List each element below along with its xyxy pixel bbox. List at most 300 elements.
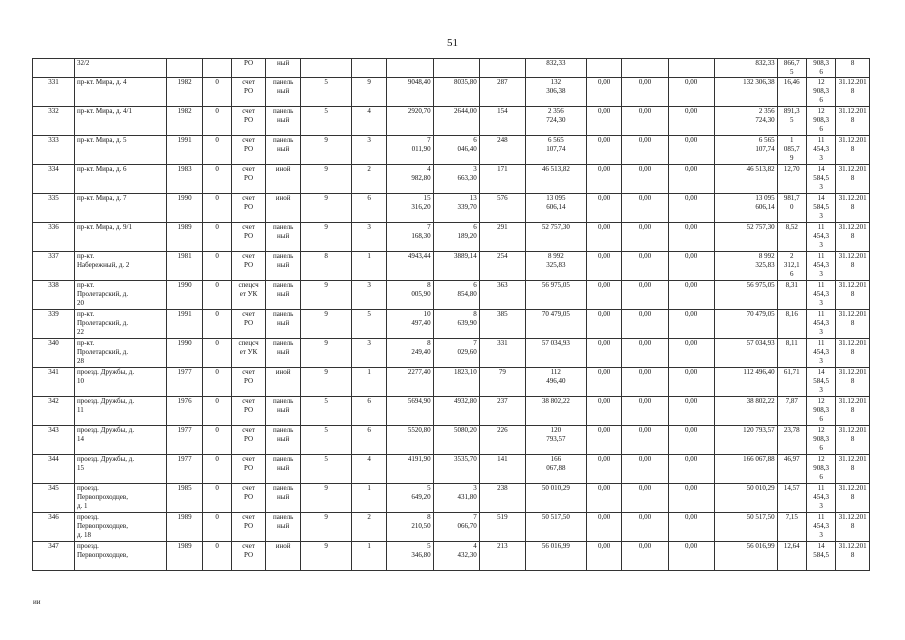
table-cell: 0,00 — [668, 397, 714, 426]
table-cell: 46,97 — [777, 455, 806, 484]
table-cell: 9 — [301, 310, 351, 339]
table-cell: 3 — [351, 136, 387, 165]
table-cell: 0,00 — [586, 252, 622, 281]
table-cell: 0,00 — [668, 78, 714, 107]
table-cell: 56 975,05 — [525, 281, 586, 310]
table-cell: 0,00 — [586, 281, 622, 310]
table-cell: 338 — [33, 281, 75, 310]
table-cell: 0,00 — [586, 310, 622, 339]
table-body — [33, 59, 870, 571]
table-cell: 9 — [301, 368, 351, 397]
table-cell: 0,00 — [586, 513, 622, 542]
table-cell: 363 — [479, 281, 525, 310]
table-cell: счет РО — [232, 368, 266, 397]
table-cell: 0,00 — [668, 194, 714, 223]
table-cell: 166 067,88 — [525, 455, 586, 484]
table-cell: 6 — [351, 397, 387, 426]
table-cell: 0 — [202, 281, 231, 310]
table-cell: 8 249,40 — [387, 339, 433, 368]
table-cell: 38 802,22 — [525, 397, 586, 426]
table-cell: 333 — [33, 136, 75, 165]
table-row — [33, 194, 870, 223]
table-cell: 0 — [202, 310, 231, 339]
table-cell: 0,00 — [622, 194, 668, 223]
table-cell: 226 — [479, 426, 525, 455]
table-cell: 7,15 — [777, 513, 806, 542]
table-cell: 6 — [351, 194, 387, 223]
table-cell: 38 802,22 — [714, 397, 777, 426]
table-cell: 7 168,30 — [387, 223, 433, 252]
table-cell: спецсч ет УК — [232, 281, 266, 310]
table-cell: 0,00 — [622, 78, 668, 107]
table-cell: 8 992 325,83 — [525, 252, 586, 281]
table-cell: 0,00 — [586, 368, 622, 397]
table-cell: 1982 — [167, 78, 203, 107]
table-cell: 0,00 — [586, 107, 622, 136]
table-cell — [479, 59, 525, 78]
table-cell: пр-кт. Мира, д. 5 — [74, 136, 166, 165]
table-cell — [433, 59, 479, 78]
table-cell: 31.12.201 8 — [836, 107, 870, 136]
table-cell: 335 — [33, 194, 75, 223]
table-cell — [301, 59, 351, 78]
table-cell: 31.12.201 8 — [836, 368, 870, 397]
table-cell: счет РО — [232, 252, 266, 281]
table-cell: 0,00 — [622, 136, 668, 165]
table-cell: проезд. Первопроходцев, д. 1 — [74, 484, 166, 513]
table-cell: панель ный — [265, 281, 301, 310]
table-cell: 166 067,88 — [714, 455, 777, 484]
table-cell: 213 — [479, 542, 525, 571]
table-cell: 4191,90 — [387, 455, 433, 484]
table-cell: 3889,14 — [433, 252, 479, 281]
table-cell: РО — [232, 59, 266, 78]
table-cell: иной — [265, 542, 301, 571]
table-cell: счет РО — [232, 194, 266, 223]
table-cell: 4932,80 — [433, 397, 479, 426]
table-cell: 154 — [479, 107, 525, 136]
table-cell: 31.12.201 8 — [836, 339, 870, 368]
footer-mark: ии — [33, 598, 41, 606]
table-cell: 0,00 — [586, 455, 622, 484]
table-row — [33, 484, 870, 513]
table-cell: 13 339,70 — [433, 194, 479, 223]
table-cell: 4 — [351, 107, 387, 136]
table-cell: 248 — [479, 136, 525, 165]
table-cell: 237 — [479, 397, 525, 426]
table-cell: 0,00 — [668, 107, 714, 136]
table-cell: 11 454,3 3 — [806, 281, 835, 310]
table-cell: 70 479,05 — [525, 310, 586, 339]
table-row — [33, 513, 870, 542]
table-row — [33, 223, 870, 252]
table-cell: 14 584,5 3 — [806, 368, 835, 397]
table-cell: 4 — [351, 455, 387, 484]
table-cell: проезд. Дружбы, д. 14 — [74, 426, 166, 455]
table-cell: счет РО — [232, 136, 266, 165]
table-cell: 0,00 — [586, 426, 622, 455]
table-cell: 5 649,20 — [387, 484, 433, 513]
table-cell: 332 — [33, 107, 75, 136]
table-cell: 31.12.201 8 — [836, 310, 870, 339]
table-cell: 5694,90 — [387, 397, 433, 426]
table-cell: счет РО — [232, 223, 266, 252]
table-cell: 0,00 — [668, 281, 714, 310]
table-cell — [167, 59, 203, 78]
table-cell: пр-кт. Мира, д. 4 — [74, 78, 166, 107]
table-cell: 238 — [479, 484, 525, 513]
table-cell: 32/2 — [74, 59, 166, 78]
table-cell: счет РО — [232, 397, 266, 426]
table-cell: 3 — [351, 339, 387, 368]
table-cell: 5 — [301, 107, 351, 136]
table-cell: 4943,44 — [387, 252, 433, 281]
table-cell: 6 189,20 — [433, 223, 479, 252]
housing-table — [32, 58, 870, 571]
table-cell: 0,00 — [622, 455, 668, 484]
table-cell: 79 — [479, 368, 525, 397]
table-cell: проезд. Дружбы, д. 15 — [74, 455, 166, 484]
table-cell: панель ный — [265, 339, 301, 368]
table-row — [33, 426, 870, 455]
table-row — [33, 78, 870, 107]
table-cell: 0 — [202, 136, 231, 165]
table-row — [33, 59, 870, 78]
table-cell: панель ный — [265, 136, 301, 165]
table-cell: 832,33 — [525, 59, 586, 78]
table-cell: 5 346,80 — [387, 542, 433, 571]
table-cell: панель ный — [265, 310, 301, 339]
table-cell: 11 454,3 3 — [806, 136, 835, 165]
table-cell: 2 — [351, 513, 387, 542]
table-cell: панель ный — [265, 78, 301, 107]
table-cell: 31.12.201 8 — [836, 397, 870, 426]
table-cell: 0,00 — [586, 136, 622, 165]
table-cell — [33, 59, 75, 78]
table-cell: 0,00 — [586, 542, 622, 571]
table-cell: 1 — [351, 368, 387, 397]
table-cell: 31.12.201 8 — [836, 165, 870, 194]
table-cell: 1990 — [167, 339, 203, 368]
table-cell: 347 — [33, 542, 75, 571]
table-cell: 5080,20 — [433, 426, 479, 455]
table-cell: пр-кт. Пролетарский, д. 22 — [74, 310, 166, 339]
table-cell: 341 — [33, 368, 75, 397]
table-cell: 13 095 606,14 — [525, 194, 586, 223]
table-cell: 50 010,29 — [525, 484, 586, 513]
table-cell: 8 — [301, 252, 351, 281]
table-cell: 14 584,5 3 — [806, 165, 835, 194]
table-cell: 8,31 — [777, 281, 806, 310]
table-cell: 9 — [301, 194, 351, 223]
table-cell: счет РО — [232, 310, 266, 339]
table-row — [33, 397, 870, 426]
table-cell: 9 — [301, 484, 351, 513]
table-cell: иной — [265, 165, 301, 194]
table-cell: 0,00 — [668, 455, 714, 484]
table-cell: пр-кт. Пролетарский, д. 28 — [74, 339, 166, 368]
table-cell: 0,00 — [586, 339, 622, 368]
table-cell: пр-кт. Пролетарский, д. 20 — [74, 281, 166, 310]
table-cell: 0,00 — [622, 339, 668, 368]
table-cell: 291 — [479, 223, 525, 252]
table-cell: пр-кт. Мира, д. 7 — [74, 194, 166, 223]
table-cell: пр-кт. Мира, д. 4/1 — [74, 107, 166, 136]
table-cell: 0 — [202, 484, 231, 513]
table-cell: 0,00 — [586, 78, 622, 107]
table-cell: 7 011,90 — [387, 136, 433, 165]
table-cell: 0 — [202, 194, 231, 223]
table-cell: 1990 — [167, 194, 203, 223]
table-cell: 2 312,1 6 — [777, 252, 806, 281]
table-cell: 46 513,82 — [525, 165, 586, 194]
table-cell: 7,87 — [777, 397, 806, 426]
table-cell: 6 854,80 — [433, 281, 479, 310]
table-cell: 0,00 — [668, 223, 714, 252]
table-cell: 56 975,05 — [714, 281, 777, 310]
table-cell: 11 454,3 3 — [806, 252, 835, 281]
table-cell: 3 — [351, 281, 387, 310]
table-cell: 0,00 — [586, 397, 622, 426]
table-row — [33, 107, 870, 136]
table-cell: 11 454,3 3 — [806, 223, 835, 252]
table-cell: панель ный — [265, 223, 301, 252]
table-cell: проезд. Первопроходцев, — [74, 542, 166, 571]
table-cell: 8035,80 — [433, 78, 479, 107]
table-cell: 31.12.201 8 — [836, 513, 870, 542]
table-cell: счет РО — [232, 484, 266, 513]
table-cell: 31.12.201 8 — [836, 542, 870, 571]
table-cell: 3535,70 — [433, 455, 479, 484]
table-cell: 57 034,93 — [714, 339, 777, 368]
table-cell: 8 005,90 — [387, 281, 433, 310]
table-cell: 1977 — [167, 426, 203, 455]
table-cell: 12,70 — [777, 165, 806, 194]
table-row — [33, 281, 870, 310]
table-cell: 2 — [351, 165, 387, 194]
table-cell: 5 — [301, 426, 351, 455]
table-cell — [668, 59, 714, 78]
table-cell: 0,00 — [668, 484, 714, 513]
table-cell: 7 029,60 — [433, 339, 479, 368]
table-cell: 0,00 — [668, 542, 714, 571]
table-cell: счет РО — [232, 513, 266, 542]
table-cell: 254 — [479, 252, 525, 281]
table-cell: 0,00 — [668, 165, 714, 194]
table-cell: 50 517,50 — [714, 513, 777, 542]
table-cell: 0,00 — [622, 252, 668, 281]
table-cell: 0,00 — [622, 397, 668, 426]
table-cell: 0 — [202, 426, 231, 455]
table-cell: 15 316,20 — [387, 194, 433, 223]
table-cell: счет РО — [232, 107, 266, 136]
table-cell: 331 — [479, 339, 525, 368]
table-cell: 334 — [33, 165, 75, 194]
table-cell: 1985 — [167, 484, 203, 513]
table-cell: 345 — [33, 484, 75, 513]
table-cell: 9 — [301, 542, 351, 571]
table-cell: 2 356 724,30 — [525, 107, 586, 136]
table-cell: 0 — [202, 513, 231, 542]
table-cell: 0 — [202, 223, 231, 252]
table-cell: 46 513,82 — [714, 165, 777, 194]
table-cell: 9 — [301, 165, 351, 194]
table-cell: 0,00 — [586, 484, 622, 513]
table-cell — [622, 59, 668, 78]
table-row — [33, 165, 870, 194]
table-cell: 31.12.201 8 — [836, 426, 870, 455]
table-cell: 1989 — [167, 513, 203, 542]
table-cell: 891,3 5 — [777, 107, 806, 136]
table-cell: 50 517,50 — [525, 513, 586, 542]
table-cell: 8 210,50 — [387, 513, 433, 542]
table-cell: 5 — [301, 455, 351, 484]
table-row — [33, 542, 870, 571]
table-cell: 1977 — [167, 455, 203, 484]
table-cell: 70 479,05 — [714, 310, 777, 339]
table-cell: 14 584,5 — [806, 542, 835, 571]
table-cell: счет РО — [232, 78, 266, 107]
table-cell: 0 — [202, 542, 231, 571]
table-cell: 31.12.201 8 — [836, 223, 870, 252]
table-cell: иной — [265, 368, 301, 397]
table-cell: 337 — [33, 252, 75, 281]
table-cell: 0,00 — [668, 252, 714, 281]
table-cell: 6 565 107,74 — [714, 136, 777, 165]
table-row — [33, 310, 870, 339]
table-cell: 0,00 — [622, 542, 668, 571]
table-cell: 8 — [836, 59, 870, 78]
table-cell: 576 — [479, 194, 525, 223]
table-cell: 0 — [202, 368, 231, 397]
table-cell: 9 — [301, 339, 351, 368]
table-cell: 0,00 — [586, 165, 622, 194]
table-cell: 344 — [33, 455, 75, 484]
table-cell: 1983 — [167, 165, 203, 194]
table-cell: 1 — [351, 252, 387, 281]
table-cell: 981,7 0 — [777, 194, 806, 223]
table-cell: 0 — [202, 107, 231, 136]
table-cell: 1991 — [167, 310, 203, 339]
table-cell: 3 — [351, 223, 387, 252]
table-cell: 3 431,80 — [433, 484, 479, 513]
table-cell: 31.12.201 8 — [836, 194, 870, 223]
table-cell: 339 — [33, 310, 75, 339]
table-cell: панель ный — [265, 513, 301, 542]
table-cell: 0,00 — [622, 484, 668, 513]
table-cell: 12 908,3 6 — [806, 397, 835, 426]
table-cell: 8,11 — [777, 339, 806, 368]
table-cell: 340 — [33, 339, 75, 368]
table-cell: пр-кт. Мира, д. 6 — [74, 165, 166, 194]
table-cell: 1989 — [167, 542, 203, 571]
table-cell: 0,00 — [586, 194, 622, 223]
table-cell: 4 982,80 — [387, 165, 433, 194]
table-cell: 23,78 — [777, 426, 806, 455]
table-cell: иной — [265, 194, 301, 223]
table-cell: 31.12.201 8 — [836, 252, 870, 281]
table-row — [33, 339, 870, 368]
table-cell: 336 — [33, 223, 75, 252]
table-cell: 5520,80 — [387, 426, 433, 455]
table-cell: 0,00 — [622, 107, 668, 136]
table-cell: 132 306,38 — [525, 78, 586, 107]
table-cell: 120 793,57 — [525, 426, 586, 455]
table-cell: 343 — [33, 426, 75, 455]
table-cell: 9 — [301, 223, 351, 252]
table-cell: 12 908,3 6 — [806, 455, 835, 484]
table-cell: 5 — [351, 310, 387, 339]
table-cell: 11 454,3 3 — [806, 310, 835, 339]
table-cell: 0,00 — [668, 136, 714, 165]
table-cell: 1981 — [167, 252, 203, 281]
table-cell: 141 — [479, 455, 525, 484]
table-cell: 171 — [479, 165, 525, 194]
table-cell: 5 — [301, 397, 351, 426]
table-cell: 0,00 — [668, 426, 714, 455]
table-cell: 52 757,30 — [714, 223, 777, 252]
table-cell: 7 066,70 — [433, 513, 479, 542]
table-cell: 0,00 — [668, 513, 714, 542]
table-cell: 14 584,5 3 — [806, 194, 835, 223]
table-cell: 12 908,3 6 — [806, 78, 835, 107]
table-cell: счет РО — [232, 455, 266, 484]
table-row — [33, 252, 870, 281]
table-cell: 57 034,93 — [525, 339, 586, 368]
table-cell: 12 908,3 6 — [806, 426, 835, 455]
table-cell: пр-кт. Мира, д. 9/1 — [74, 223, 166, 252]
table-row — [33, 136, 870, 165]
table-cell: 3 663,30 — [433, 165, 479, 194]
table-cell: 2644,00 — [433, 107, 479, 136]
table-cell: пр-кт. Набережный, д. 2 — [74, 252, 166, 281]
table-cell: 1 — [351, 542, 387, 571]
table-cell: проезд. Дружбы, д. 10 — [74, 368, 166, 397]
table-cell: проезд. Дружбы, д. 11 — [74, 397, 166, 426]
table-cell: 0 — [202, 397, 231, 426]
table-cell: 0,00 — [622, 426, 668, 455]
table-cell: 12,64 — [777, 542, 806, 571]
table-cell: 0,00 — [622, 223, 668, 252]
table-cell: 112 496,40 — [714, 368, 777, 397]
table-cell: 1989 — [167, 223, 203, 252]
table-cell — [351, 59, 387, 78]
table-cell: 14,57 — [777, 484, 806, 513]
table-cell: 0,00 — [622, 281, 668, 310]
table-cell: 31.12.201 8 — [836, 484, 870, 513]
table-cell: 0 — [202, 252, 231, 281]
table-cell: 0,00 — [668, 368, 714, 397]
table-cell: 61,71 — [777, 368, 806, 397]
table-cell: 1 — [351, 484, 387, 513]
table-cell: 56 016,99 — [714, 542, 777, 571]
table-cell: 331 — [33, 78, 75, 107]
table-cell: проезд. Первопроходцев, д. 18 — [74, 513, 166, 542]
table-cell: 2 356 724,30 — [714, 107, 777, 136]
table-cell: 11 454,3 3 — [806, 339, 835, 368]
table-cell: 1982 — [167, 107, 203, 136]
table-cell: 0,00 — [622, 310, 668, 339]
table-row — [33, 455, 870, 484]
table-cell: 287 — [479, 78, 525, 107]
table-cell: 0,00 — [668, 310, 714, 339]
table-cell: панель ный — [265, 252, 301, 281]
table-cell: 0,00 — [622, 368, 668, 397]
table-cell — [586, 59, 622, 78]
table-cell: 0 — [202, 339, 231, 368]
table-cell: панель ный — [265, 397, 301, 426]
table-cell: 8,52 — [777, 223, 806, 252]
